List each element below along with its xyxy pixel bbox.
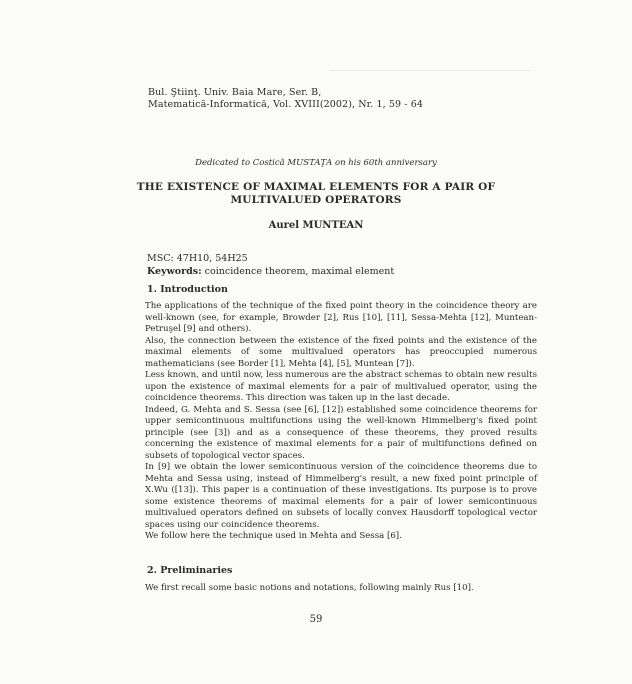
section-heading-preliminaries: 2. Preliminaries bbox=[147, 565, 233, 576]
keywords-label: Keywords: bbox=[147, 266, 202, 277]
section-heading-introduction: 1. Introduction bbox=[147, 284, 228, 295]
keywords-value: coincidence theorem, maximal element bbox=[204, 266, 395, 277]
paragraph: We follow here the technique used in Mehta and Sessa [6]. bbox=[145, 531, 402, 541]
paragraph: Less known, and until now, less numerous are the abstract schemas to obtain new results upon the existence of maximal elements for a pair of multivalued operator, using the coincidence theorems. This direction was taken up in the last decade. bbox=[145, 370, 537, 403]
author: Aurel MUNTEAN bbox=[268, 220, 364, 231]
paragraph: In [9] we obtain the lower semicontinuous version of the coincidence theorems due to Mehta and Sessa using, instead of Himmelberg's result, a new fixed point principle of X.Wu ([13]). This paper is a continuation of these investigations. Its purpose is to prove some existence theorems of maximal elements for a pair of lower semicontinuous multivalued operators defined on subsets of locally convex Hausdorff topological vector spaces using our coincidence theorems. bbox=[145, 462, 537, 530]
msc-codes: MSC: 47H10, 54H25 bbox=[147, 253, 248, 264]
paragraph: Indeed, G. Mehta and S. Sessa (see [6], [12]) established some coincidence theorems for upper semicontinuous multifunctions using the well-known Himmelberg's fixed point principle (see [3]) and as a consequence of these theorems, they proved results concerning the existence of maximal elements for a pair of multifunctions defined on subsets of topological vector spaces. bbox=[145, 404, 537, 461]
dedication: Dedicated to Costică MUSTAŢA on his 60th anniversary bbox=[195, 158, 437, 168]
paragraph: We first recall some basic notions and notations, following mainly Rus [10]. bbox=[145, 583, 474, 593]
introduction-body bbox=[145, 301, 537, 543]
journal-line-2: Matematică-Informatică, Vol. XVIII(2002), Nr. 1, 59 - 64 bbox=[148, 99, 424, 110]
paper-title: THE EXISTENCE OF MAXIMAL ELEMENTS FOR A PAIR OF MULTIVALUED OPERATORS bbox=[136, 181, 496, 206]
keywords bbox=[147, 266, 394, 277]
paragraph: Also, the connection between the existence of the fixed points and the existence of the maximal elements of some multivalued operators has preoccupied numerous mathematicians (see Border [1], Mehta [4], [5], Muntean [7]). bbox=[145, 335, 537, 369]
paragraph: The applications of the technique of the fixed point theory in the coincidence theory are well-known (see, for example, Browder [2], Rus [10], [11], Sessa-Mehta [12], Muntean-Petruşel [9] and others). bbox=[145, 301, 537, 334]
journal-header bbox=[148, 87, 423, 111]
preliminaries-body bbox=[145, 583, 537, 595]
journal-line-1: Bul. Ştiinţ. Univ. Baia Mare, Ser. B, bbox=[148, 87, 322, 98]
page-number: 59 bbox=[309, 614, 323, 625]
